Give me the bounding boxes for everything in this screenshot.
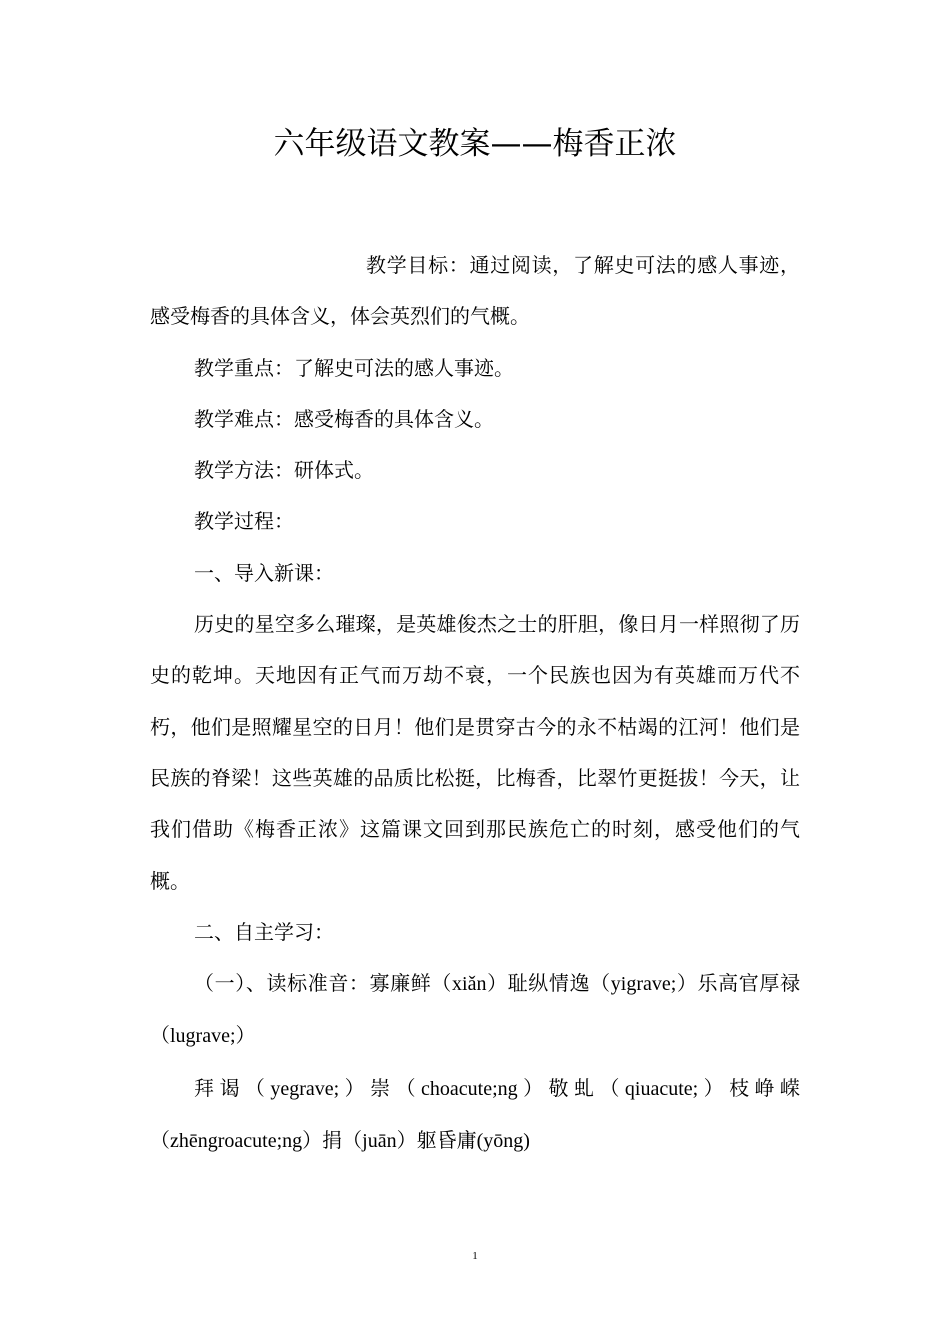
page-number: 1 [472, 1250, 478, 1262]
document-body [150, 240, 800, 1167]
reading-2-pinyin-2: choacute;ng [421, 1077, 518, 1100]
section-heading-intro: 一、导入新课： [194, 560, 334, 585]
reading-2-text-d: ）枝峥嵘（ [150, 1075, 801, 1153]
reading-1-pinyin-1: xiǎn [452, 973, 487, 996]
reading-2-text-e: ）捐（ [302, 1128, 363, 1153]
reading-2-text-c: ）敬虬（ [517, 1075, 625, 1100]
document-title: 六年级语文教案——梅香正浓 [273, 126, 677, 162]
paragraph-reading-1 [150, 958, 800, 1063]
section-heading-self-study: 二、自主学习： [194, 919, 334, 944]
paragraph-process: 教学过程： [194, 509, 294, 534]
reading-1-text-c: ）乐高官厚禄（ [150, 971, 801, 1048]
reading-2-pinyin-3: qiuacute; [624, 1077, 699, 1100]
reading-1-text-d: ） [235, 1023, 256, 1048]
paragraph-method: 教学方法：研体式。 [194, 458, 374, 483]
reading-1-pinyin-2: yigrave; [610, 973, 677, 996]
reading-2-text-b: ）崇（ [339, 1075, 422, 1100]
reading-1-text-b: ）耻纵情逸（ [486, 971, 611, 996]
reading-2-pinyin-4: zhēngroacute;ng [170, 1130, 303, 1153]
paragraph-intro: 历史的星空多么璀璨，是英雄俊杰之士的肝胆，像日月一样照彻了历史的乾坤。天地因有正气而万劫不衰，一个民族也因为有英雄而万代不朽，他们是照耀星空的日月！他们是贯穿古今的永不枯竭的江河！他们是民族的脊梁！这些英雄的品质比松挺，比梅香，比翠竹更挺拔！今天，让我们借助《梅香正浓》这篇课文回到那民族危亡的时刻，感受他们的气概。 [150, 612, 800, 893]
paragraph-objective: 教学目标：通过阅读，了解史可法的感人事迹，感受梅香的具体含义，体会英烈们的气概。 [150, 253, 800, 329]
reading-2-text-f: ）躯昏庸 [396, 1128, 477, 1153]
reading-2-pinyin-1: yegrave; [270, 1077, 340, 1100]
reading-2-pinyin-5: juān [362, 1130, 397, 1153]
paragraph-key-point: 教学重点：了解史可法的感人事迹。 [194, 355, 514, 380]
paragraph-difficulty: 教学难点：感受梅香的具体含义。 [194, 406, 494, 431]
paragraph-reading-2 [150, 1063, 800, 1168]
reading-2-text-a: 拜谒（ [194, 1075, 271, 1100]
reading-2-pinyin-6: (yōng) [476, 1130, 530, 1153]
reading-1-text-a: （一）、读标准音：寡廉鲜（ [194, 971, 453, 996]
reading-1-pinyin-3: lugrave; [170, 1025, 236, 1048]
